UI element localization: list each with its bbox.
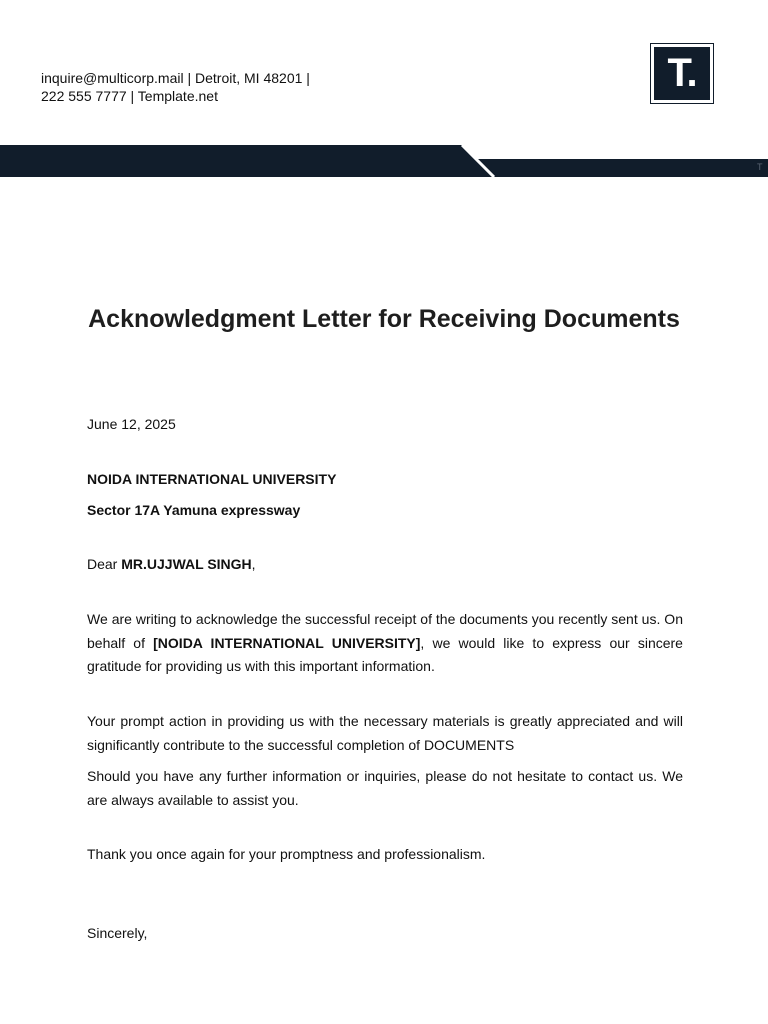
paragraph-1-organization: [NOIDA INTERNATIONAL UNIVERSITY] <box>153 634 421 651</box>
header-band <box>0 145 768 177</box>
paragraph-1-start: We are writing to acknowledge the successful receipt of the documents you recently sent us. On behalf of <box>87 611 683 651</box>
letter-title: Acknowledgment Letter for Receiving Documents <box>88 305 680 333</box>
recipient-address: Sector 17A Yamuna expressway <box>87 502 301 518</box>
paragraph-1-end: , we would like to express our sincere gratitude for providing us with this important information. <box>87 634 683 674</box>
header-band-right <box>476 159 768 177</box>
company-logo <box>650 43 714 104</box>
closing: Sincerely, <box>87 925 148 941</box>
contact-line-1: inquire@multicorp.mail | Detroit, MI 48201 | <box>41 70 310 86</box>
paragraph-1 <box>87 608 683 679</box>
paragraph-3: Should you have any further information or inquiries, please do not hesitate to contact us. We are always available to assist you. <box>87 768 683 808</box>
recipient-organization: NOIDA INTERNATIONAL UNIVERSITY <box>87 471 337 487</box>
contact-info <box>41 69 310 105</box>
contact-line-2: 222 555 7777 | Template.net <box>41 88 218 104</box>
header-band-left <box>0 145 494 177</box>
logo-mark: T. <box>654 47 710 100</box>
salutation-name: MR.UJJWAL SINGH <box>121 556 252 572</box>
letter-date: June 12, 2025 <box>87 416 176 432</box>
band-mark: T <box>757 162 763 172</box>
salutation <box>87 553 683 577</box>
paragraph-2: Your prompt action in providing us with the necessary materials is greatly appreciated and will significantly contribute to the successful completion of DOCUMENTS <box>87 713 683 753</box>
salutation-suffix: , <box>251 556 256 572</box>
salutation-prefix: Dear <box>87 556 122 572</box>
paragraph-4: Thank you once again for your promptness and professionalism. <box>87 846 486 862</box>
